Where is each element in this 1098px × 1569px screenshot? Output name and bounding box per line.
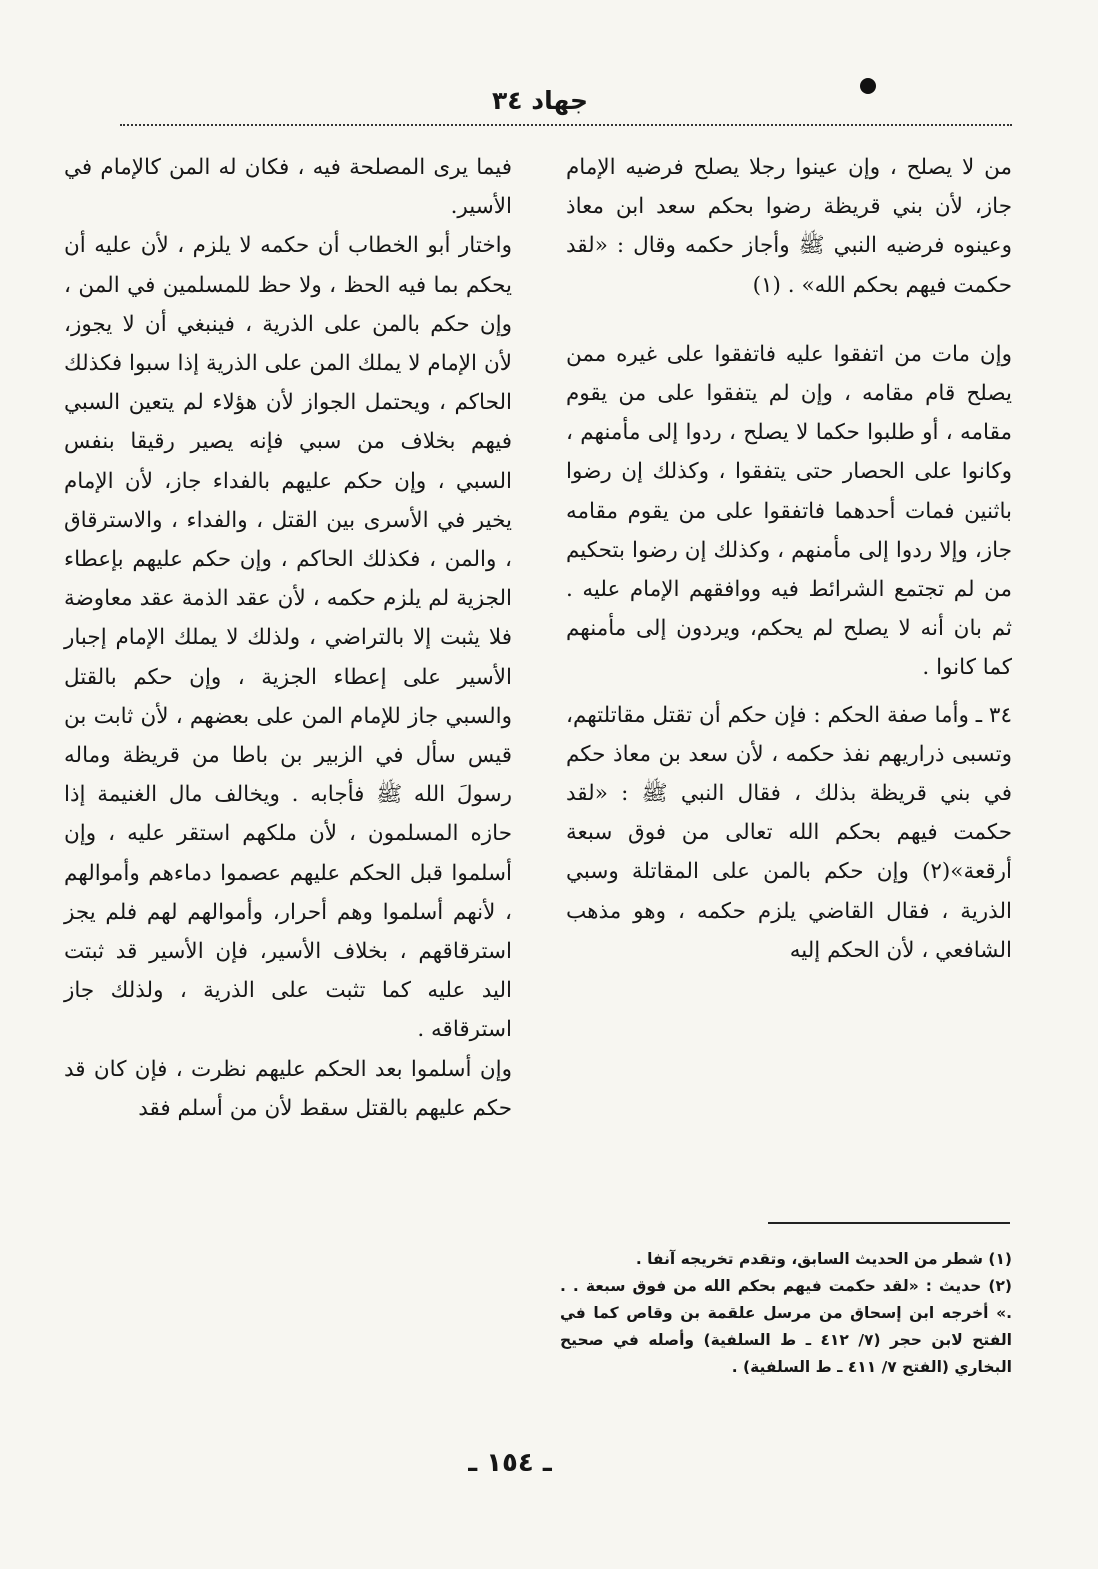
right-column bbox=[566, 148, 1012, 970]
left-column bbox=[64, 148, 512, 1128]
footnotes bbox=[560, 1246, 1012, 1381]
bullet-mark bbox=[860, 78, 876, 94]
footnote-divider bbox=[768, 1222, 1010, 1224]
paragraph: فيما يرى المصلحة فيه ، فكان له المن كالإمام في الأسير. bbox=[64, 155, 512, 220]
running-head: جهاد ٣٤ bbox=[492, 86, 588, 115]
footnote-1: (١) شطر من الحديث السابق، وتقدم تخريجه آنفا . bbox=[635, 1250, 1012, 1268]
paragraph-gap bbox=[566, 688, 1012, 696]
footnote-2: (٢) حديث : «لقد حكمت فيهم بحكم الله من فوق سبعة . . .» أخرجه ابن إسحاق من مرسل علقمة بن وقاص كما في الفتح لابن حجر (٧/ ٤١٢ ـ ط السلفية) وأصله في صحيح البخاري (الفتح ٧/ ٤١١ ـ ط السلفية) . bbox=[560, 1277, 1012, 1376]
paragraph: واختار أبو الخطاب أن حكمه لا يلزم ، لأن عليه أن يحكم بما فيه الحظ ، ولا حظ للمسلمين في المن ، وإن حكم بالمن على الذرية ، فينبغي أن لا يجوز، لأن الإمام لا يملك المن على الذرية إذا سبوا فكذلك الحاكم ، ويحتمل الجواز لأن هؤلاء لم يتعين السبي فيهم بخلاف من سبي فإنه يصير رقيقا بنفس السبي ، وإن حكم عليهم بالفداء جاز، لأن الإمام يخير في الأسرى بين القتل ، والفداء ، والاسترقاق ، والمن ، فكذلك الحاكم ، وإن حكم عليهم بإعطاء الجزية لم يلزم حكمه ، لأن عقد الذمة عقد معاوضة فلا يثبت إلا بالتراضي ، ولذلك لا يملك الإمام إجبار الأسير على إعطاء الجزية ، وإن حكم بالقتل والسبي جاز للإمام المن على بعضهم ، لأن ثابت بن قيس سأل في الزبير بن باطا من قريظة وماله رسولَ الله ﷺ فأجابه . ويخالف مال الغنيمة إذا حازه المسلمون ، لأن ملكهم استقر عليه ، وإن أسلموا قبل الحكم عليهم عصموا دماءهم وأموالهم ، لأنهم أسلموا وهم أحرار، وأموالهم لهم فلم يجز استرقاقهم ، بخلاف الأسير، فإن الأسير قد ثبتت اليد عليه كما تثبت على الذرية ، ولذلك جاز استرقاقه . bbox=[64, 233, 512, 1043]
paragraph: وإن مات من اتفقوا عليه فاتفقوا على غيره ممن يصلح قام مقامه ، وإن لم يتفقوا على من يقوم مقامه ، أو طلبوا حكما لا يصلح ، ردوا إلى مأمنهم ، وكانوا على الحصار حتى يتفقوا ، وكذلك إن رضوا باثنين فمات أحدهما فاتفقوا على من يقوم مقامه جاز، وإلا ردوا إلى مأمنهم ، وكذلك إن رضوا بتحكيم من لم تجتمع الشرائط فيه ووافقهم الإمام عليه . ثم بان أنه لا يصلح لم يحكم، ويردون إلى مأمنهم كما كانوا . bbox=[566, 341, 1012, 681]
section-paragraph: ٣٤ ـ وأما صفة الحكم : فإن حكم أن تقتل مقاتلتهم، وتسبى ذراريهم نفذ حكمه ، لأن سعد بن معاذ حكم في بني قريظة بذلك ، فقال النبي ﷺ : «لقد حكمت فيهم بحكم الله تعالى من فوق سبعة أرقعة»(٢) وإن حكم بالمن على المقاتلة وسبي الذرية ، فقال القاضي يلزم حكمه ، وهو مذهب الشافعي ، لأن الحكم إليه bbox=[566, 702, 1012, 963]
paragraph: وإن أسلموا بعد الحكم عليهم نظرت ، فإن كان قد حكم عليهم بالقتل سقط لأن من أسلم فقد bbox=[64, 1056, 512, 1121]
paragraph: من لا يصلح ، وإن عينوا رجلا يصلح فرضيه الإمام جاز، لأن بني قريظة رضوا بحكم سعد ابن معاذ وعينوه فرضيه النبي ﷺ وأجاز حكمه وقال : «لقد حكمت فيهم بحكم الله» . (١) bbox=[566, 155, 1012, 298]
header-divider bbox=[120, 124, 1012, 126]
paragraph-gap bbox=[566, 305, 1012, 335]
page-number: ـ ١٥٤ ـ bbox=[468, 1448, 552, 1478]
